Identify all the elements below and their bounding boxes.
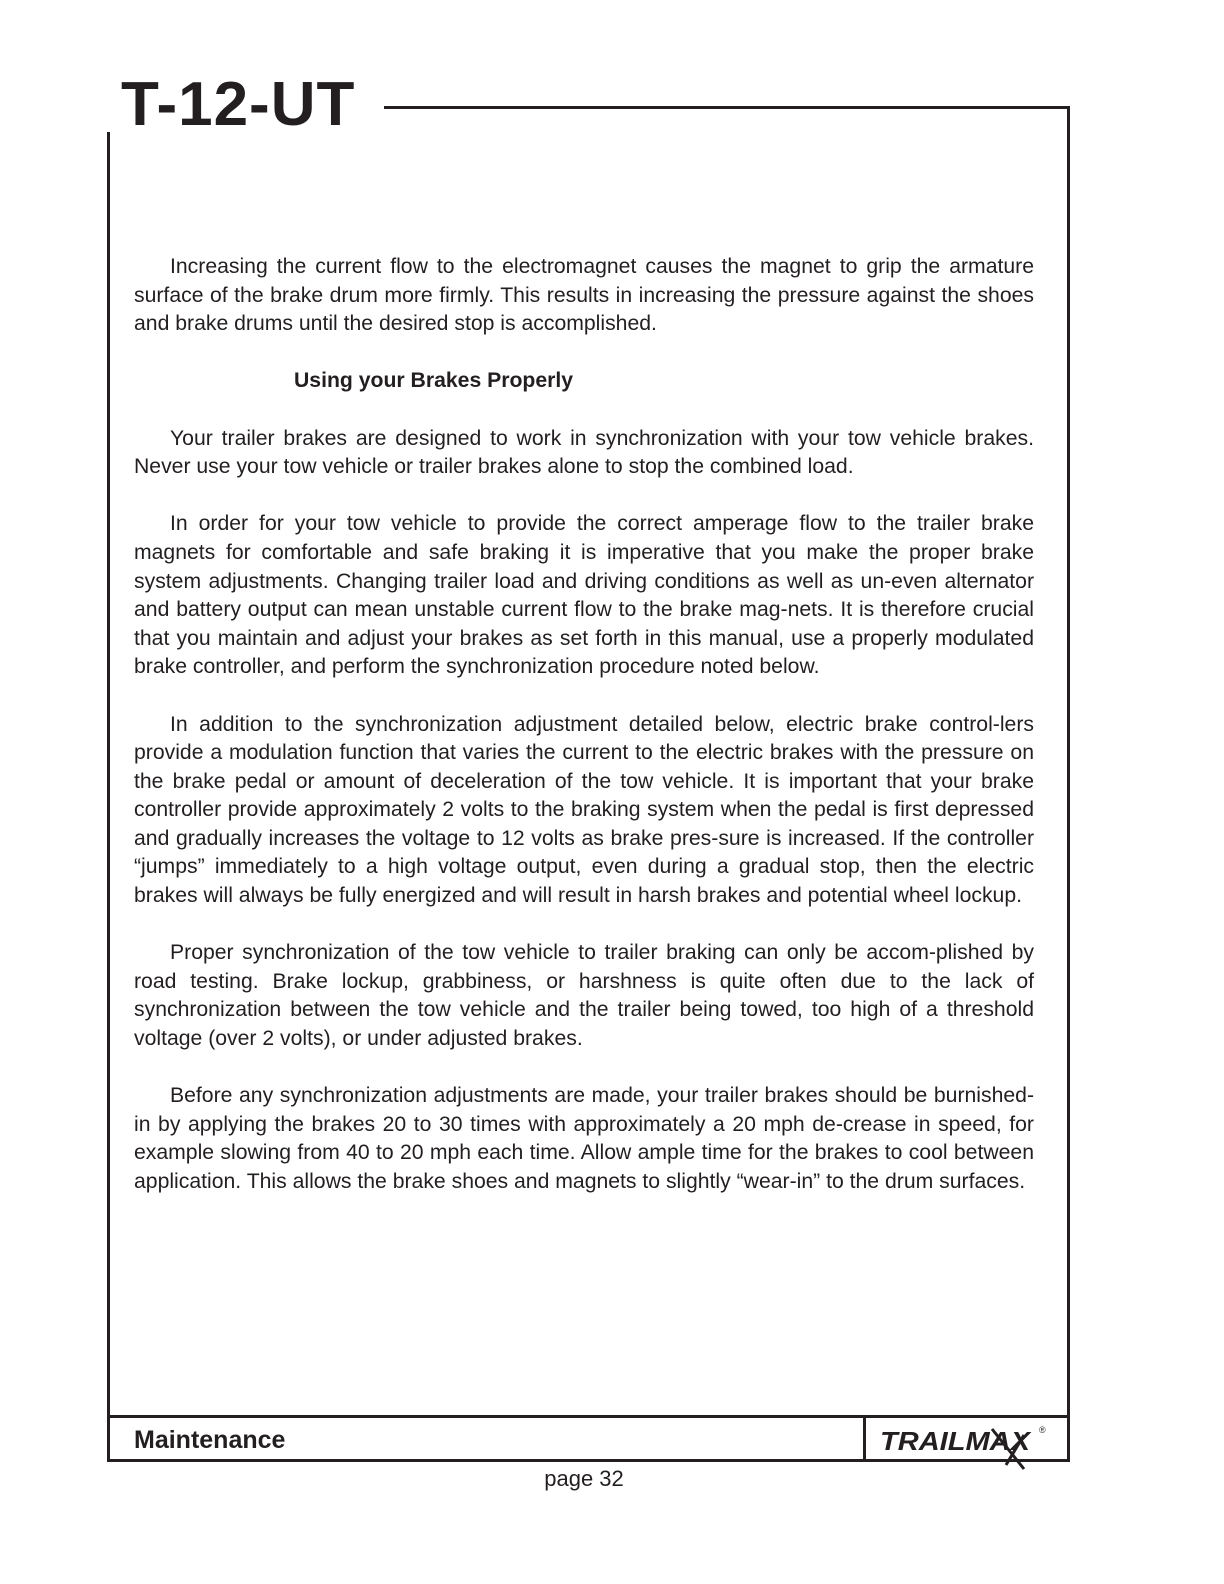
footer-divider	[863, 1415, 866, 1462]
frame-left-rule	[107, 132, 110, 1462]
paragraph: Before any synchronization adjustments are made, your trailer brakes should be burnished-in by applying the brakes 20 to 30 times with approximately a 20 mph de-crease in speed, for example slowing from 40 to 20 mph each time. Allow ample time for the brakes to cool between application. This allows the brake shoes and magnets to slightly “wear-in” to the drum surfaces.	[134, 1084, 1034, 1193]
footer-section-label: Maintenance	[134, 1426, 286, 1454]
logo-text: TRAILMAX	[880, 1426, 1032, 1456]
model-title: T-12-UT	[121, 74, 369, 136]
paragraph: Increasing the current flow to the electromagnet causes the magnet to grip the armature surface of the brake drum more firmly. This results in increasing the pressure against the shoes and brake drums until the desired stop is accomplished.	[134, 255, 1034, 336]
frame-right-rule	[1067, 106, 1070, 1462]
footer-top-rule	[107, 1415, 1070, 1418]
paragraph: In addition to the synchronization adjustment detailed below, electric brake control-lers provide a modulation function that varies the current to the electric brakes with the pressure on the brake pedal or amount of deceleration of the tow vehicle. It is important that your brake controller provide approximately 2 volts to the braking system when the pedal is first depressed and gradually increases the voltage to 12 volts as brake pres-sure is increased. If the controller “jumps” immediately to a high voltage output, even during a gradual stop, then the electric brakes will always be fully energized and will result in harsh brakes and potential wheel lockup.	[134, 712, 1034, 908]
body-content	[134, 253, 1034, 1225]
paragraph: Proper synchronization of the tow vehicle to trailer braking can only be accom-plished by road testing. Brake lockup, grabbiness, or harshness is quite often due to the lack of synchronization between the tow vehicle and the trailer being towed, too high of a threshold voltage (over 2 volts), or under adjusted brakes.	[134, 941, 1034, 1051]
paragraph: Your trailer brakes are designed to work in synchronization with your tow vehicle brakes. Never use your tow vehicle or trailer brakes alone to stop the combined load.	[134, 426, 1034, 479]
page-number: page 32	[544, 1466, 624, 1491]
frame-top-rule	[384, 106, 1070, 109]
section-heading: Using your Brakes Properly	[294, 369, 574, 393]
paragraph: In order for your tow vehicle to provide the correct amperage flow to the trailer brake magnets for comfortable and safe braking it is imperative that you make the proper brake system adjustments. Changing trailer load and driving conditions as well as un-even alternator and battery output can mean unstable current flow to the brake mag-nets. It is therefore crucial that you maintain and adjust your brakes as set forth in this manual, use a properly modulated brake controller, and perform the synchronization procedure noted below.	[134, 512, 1034, 679]
trailmax-logo	[874, 1419, 1054, 1471]
registered-mark: ®	[1039, 1425, 1046, 1435]
